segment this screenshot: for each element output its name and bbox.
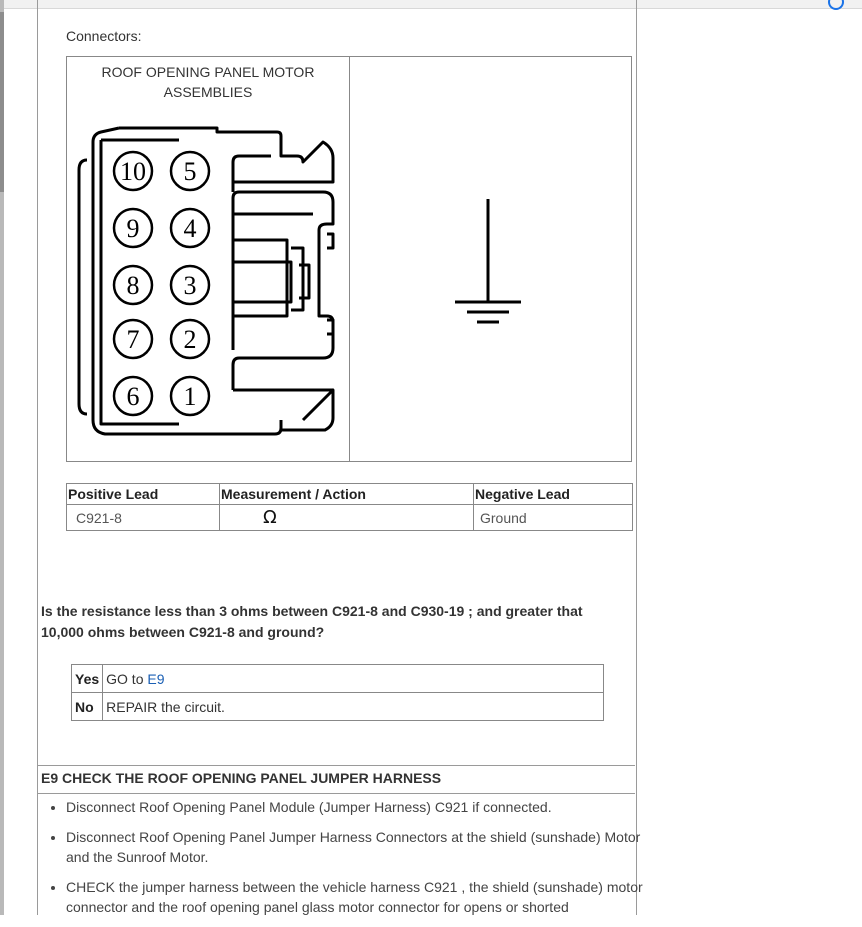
list-item: • Disconnect Roof Opening Panel Module (Jumper Harness) C921 if connected.	[66, 797, 646, 817]
positive-lead-value: C921-8	[67, 505, 220, 531]
pin-label-4: 4	[183, 214, 197, 243]
header-measurement: Measurement / Action	[220, 484, 474, 505]
section-divider-top	[38, 765, 635, 766]
table-row	[67, 505, 633, 531]
pin-label-5: 5	[183, 157, 197, 186]
question-text: Is the resistance less than 3 ohms between C921-8 and C930-19 ; and greater that 10,000 ohms between C921-8 and ground?	[41, 603, 583, 640]
no-action-text: REPAIR the circuit.	[103, 693, 604, 721]
answer-yes-row	[72, 665, 604, 693]
answer-table	[71, 664, 604, 721]
list-item: • CHECK the jumper harness between the vehicle harness C921 , the shield (sunshade) motor connector and the roof opening panel glass motor connector for opens or shorted	[66, 877, 646, 917]
e9-link[interactable]: E9	[147, 670, 165, 687]
list-item: • Disconnect Roof Opening Panel Jumper Harness Connectors at the shield (sunshade) Motor and the Sunroof Motor.	[66, 827, 646, 867]
pin-label-9: 9	[126, 214, 140, 243]
step-title: E9 CHECK THE ROOF OPENING PANEL JUMPER HARNESS	[41, 770, 442, 786]
connectors-label: Connectors:	[66, 28, 142, 44]
ground-symbol-icon	[453, 197, 523, 327]
connector-title-line1: ROOF OPENING PANEL MOTOR	[101, 64, 315, 80]
pin-label-6: 6	[126, 382, 140, 411]
pin-label-7: 7	[126, 325, 140, 354]
connector-title-line2: ASSEMBLIES	[163, 84, 253, 100]
scrollbar-thumb[interactable]	[0, 12, 4, 192]
answer-no-row	[72, 693, 604, 721]
step-list	[44, 797, 646, 927]
header-positive-lead: Positive Lead	[67, 484, 220, 505]
yes-action-text: GO to	[106, 670, 148, 687]
pin-label-2: 2	[183, 325, 197, 354]
yes-label: Yes	[72, 665, 103, 693]
connector-table-divider	[349, 57, 350, 461]
connector-face-diagram	[77, 120, 347, 450]
section-divider-bottom	[38, 793, 635, 794]
no-label: No	[72, 693, 103, 721]
loading-indicator-icon	[828, 0, 844, 10]
pin-label-1: 1	[183, 382, 197, 411]
connector-title	[67, 62, 349, 102]
header-negative-lead: Negative Lead	[474, 484, 633, 505]
pin-label-10: 10	[120, 157, 146, 186]
pin-label-8: 8	[126, 271, 140, 300]
ohm-symbol-icon: Ω	[220, 505, 474, 531]
pin-label-3: 3	[183, 271, 197, 300]
connector-table	[66, 56, 632, 462]
yes-action	[103, 665, 604, 693]
measurement-table	[66, 483, 633, 531]
scrollbar-track[interactable]	[0, 0, 4, 915]
negative-lead-value: Ground	[474, 505, 633, 531]
